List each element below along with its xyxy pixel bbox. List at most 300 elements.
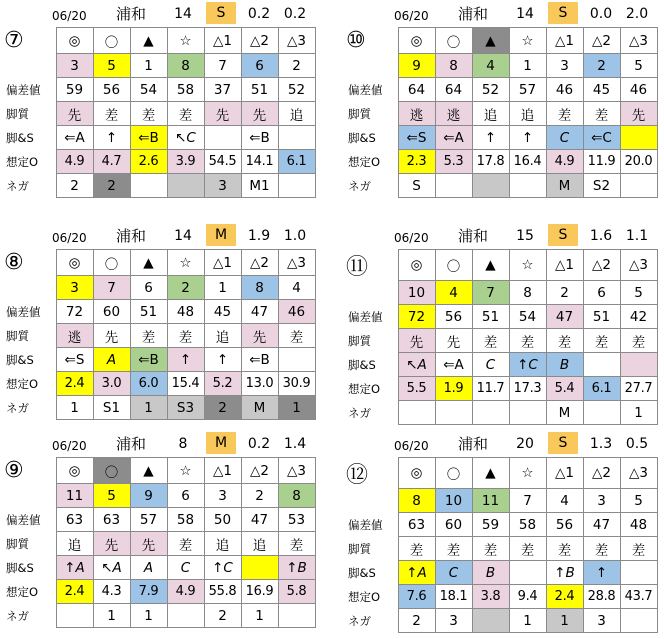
- grid-cell: 追: [204, 324, 241, 348]
- grid-cell: 差: [472, 329, 509, 353]
- grid-cell: 2: [398, 609, 435, 633]
- grid-cell: △3: [620, 458, 657, 489]
- grid-cell: ↑B: [546, 561, 583, 585]
- grid-cell: ▲: [130, 28, 167, 54]
- grid-cell: 16.4: [509, 150, 546, 174]
- grid-row: [344, 54, 657, 78]
- grid-cell: S1: [93, 396, 130, 420]
- grid-cell: 1: [130, 54, 167, 78]
- grid-cell: 4: [472, 54, 509, 78]
- grid-cell: 先: [130, 532, 167, 556]
- race-venue: 浦和: [458, 227, 489, 245]
- grid-cell: S: [398, 174, 435, 198]
- grid-cell: 63: [398, 513, 435, 537]
- grid-cell: 3.0: [93, 372, 130, 396]
- grid-row: [344, 377, 657, 401]
- grid-cell: △1: [204, 250, 241, 276]
- race-venue: 浦和: [458, 435, 489, 453]
- row-label: 想定O: [6, 376, 39, 391]
- grid-cell: 17.8: [472, 150, 509, 174]
- race-date: 06/20: [394, 231, 429, 245]
- race-value-2: 1.0: [283, 228, 307, 244]
- grid-cell: 5: [93, 484, 130, 508]
- row-label: 脚&S: [348, 357, 376, 372]
- grid-cell: 43.7: [620, 585, 657, 609]
- grid-cell: 5.2: [204, 372, 241, 396]
- grid-cell: 差: [93, 102, 130, 126]
- grid-cell: 7: [204, 54, 241, 78]
- grid-cell: ⇐B: [241, 126, 278, 150]
- race-panel: [2, 224, 322, 429]
- grid-cell: 11: [56, 484, 93, 508]
- race-venue: 浦和: [116, 227, 147, 245]
- grid-cell: 2: [167, 276, 204, 300]
- grid-cell: 47: [583, 513, 620, 537]
- grid-row: [344, 78, 657, 102]
- grid-cell: 6: [583, 281, 620, 305]
- row-label: ネガ: [6, 178, 29, 193]
- grid-cell: 72: [56, 300, 93, 324]
- grid-cell: 8: [398, 489, 435, 513]
- grid-cell: 50: [204, 508, 241, 532]
- grid-cell: 5.5: [398, 377, 435, 401]
- race-value-2: 0.5: [625, 436, 649, 452]
- grid-cell: 先: [93, 532, 130, 556]
- grid-cell: 3: [583, 609, 620, 633]
- grid-cell: 1: [509, 54, 546, 78]
- grid-cell: 6.0: [130, 372, 167, 396]
- row-label: 脚質: [348, 106, 371, 121]
- grid-cell: 11.9: [583, 150, 620, 174]
- grid-cell: ▲: [472, 458, 509, 489]
- grid-cell: 追: [241, 532, 278, 556]
- grid-cell: 追: [278, 102, 315, 126]
- grid-cell: 差: [130, 102, 167, 126]
- grid-cell: 7: [472, 281, 509, 305]
- row-label: 脚質: [6, 536, 29, 551]
- grid-cell: M: [241, 396, 278, 420]
- row-label-empty: [344, 54, 398, 78]
- race-grade-badge: S: [548, 2, 578, 24]
- grid-cell: 54.5: [204, 150, 241, 174]
- row-label: 偏差値: [348, 517, 383, 532]
- grid-cell: 1: [509, 609, 546, 633]
- grid-cell: 〇: [93, 458, 130, 484]
- grid-cell: 7: [93, 276, 130, 300]
- race-value-1: 1.6: [589, 228, 613, 244]
- row-label: 想定O: [348, 589, 381, 604]
- grid-row: [2, 28, 315, 54]
- grid-cell: S3: [167, 396, 204, 420]
- grid-cell: 64: [435, 78, 472, 102]
- grid-cell: 追: [472, 102, 509, 126]
- grid-row: [344, 489, 657, 513]
- row-label: 脚&S: [6, 352, 34, 367]
- grid-cell: [472, 174, 509, 198]
- row-label-empty: [2, 276, 56, 300]
- grid-cell: ⇐A: [435, 353, 472, 377]
- grid-cell: 先: [398, 329, 435, 353]
- grid-cell: ☆: [167, 458, 204, 484]
- grid-cell: 〇: [435, 250, 472, 281]
- grid-cell: ☆: [509, 458, 546, 489]
- grid-cell: 8: [241, 276, 278, 300]
- grid-cell: ↑: [167, 348, 204, 372]
- grid-cell: 逃: [56, 324, 93, 348]
- grid-cell: [620, 561, 657, 585]
- row-label-empty: [2, 484, 56, 508]
- grid-row: [2, 102, 315, 126]
- race-grade-badge: M: [206, 432, 236, 454]
- grid-cell: 58: [167, 78, 204, 102]
- race-venue: 浦和: [116, 5, 147, 23]
- race-field-size: 14: [174, 6, 192, 22]
- grid-row: [2, 126, 315, 150]
- grid-cell: 4.7: [93, 150, 130, 174]
- row-label: 脚質: [348, 333, 371, 348]
- grid-cell: [620, 174, 657, 198]
- grid-cell: 5: [620, 489, 657, 513]
- grid-cell: 追: [56, 532, 93, 556]
- race-number: ⑩: [346, 28, 366, 53]
- grid-cell: 9: [130, 484, 167, 508]
- race-value-1: 1.9: [247, 228, 271, 244]
- grid-cell: 3: [583, 489, 620, 513]
- grid-cell: 4.9: [167, 580, 204, 604]
- race-value-1: 0.2: [247, 436, 271, 452]
- grid-cell: 差: [546, 537, 583, 561]
- row-label: 脚質: [6, 106, 29, 121]
- grid-cell: ⇐A: [56, 126, 93, 150]
- grid-cell: 3: [204, 484, 241, 508]
- grid-cell: 先: [435, 329, 472, 353]
- grid-cell: 3.9: [167, 150, 204, 174]
- race-number: ⑧: [4, 250, 24, 275]
- grid-cell: [620, 609, 657, 633]
- grid-cell: A: [93, 348, 130, 372]
- grid-cell: 48: [167, 300, 204, 324]
- grid-cell: ↑: [204, 348, 241, 372]
- grid-cell: 3: [546, 54, 583, 78]
- race-value-1: 1.3: [589, 436, 613, 452]
- grid-cell: ↖C: [167, 126, 204, 150]
- grid-cell: ☆: [509, 28, 546, 54]
- row-label: ネガ: [6, 608, 29, 623]
- race-grade-badge: S: [206, 2, 236, 24]
- grid-cell: 60: [93, 300, 130, 324]
- grid-cell: 先: [204, 102, 241, 126]
- grid-cell: 逃: [398, 102, 435, 126]
- grid-cell: 1: [130, 604, 167, 628]
- grid-cell: ↑C: [204, 556, 241, 580]
- grid-cell: 2.4: [546, 585, 583, 609]
- grid-row: [2, 484, 315, 508]
- grid-cell: M1: [241, 174, 278, 198]
- grid-cell: [278, 604, 315, 628]
- row-label: ネガ: [348, 405, 371, 420]
- race-number: ⑦: [4, 28, 24, 53]
- grid-cell: 1: [56, 396, 93, 420]
- row-label-empty: [344, 281, 398, 305]
- grid-cell: ⇐B: [130, 126, 167, 150]
- grid-cell: 5: [620, 54, 657, 78]
- race-header: [2, 432, 322, 454]
- grid-cell: 4: [278, 276, 315, 300]
- grid-cell: ▲: [130, 250, 167, 276]
- grid-cell: 差: [583, 329, 620, 353]
- grid-cell: ◎: [56, 458, 93, 484]
- race-header: [344, 2, 664, 24]
- race-value-2: 1.1: [625, 228, 649, 244]
- grid-row: [2, 78, 315, 102]
- grid-cell: ↑B: [278, 556, 315, 580]
- grid-cell: ◎: [56, 250, 93, 276]
- grid-cell: 72: [398, 305, 435, 329]
- grid-cell: 14.1: [241, 150, 278, 174]
- grid-cell: C: [435, 561, 472, 585]
- grid-cell: 58: [167, 508, 204, 532]
- grid-cell: 8: [167, 54, 204, 78]
- race-venue: 浦和: [458, 5, 489, 23]
- race-field-size: 8: [178, 436, 188, 452]
- grid-cell: 追: [204, 532, 241, 556]
- grid-row: [2, 604, 315, 628]
- grid-cell: [56, 604, 93, 628]
- grid-cell: M: [546, 401, 583, 425]
- grid-row: [344, 329, 657, 353]
- race-value-1: 0.2: [247, 6, 271, 22]
- race-date: 06/20: [52, 439, 87, 453]
- grid-cell: 4: [435, 281, 472, 305]
- grid-cell: ◎: [398, 28, 435, 54]
- row-label: 偏差値: [6, 82, 41, 97]
- grid-cell: 11.7: [472, 377, 509, 401]
- race-grid: [2, 27, 316, 198]
- grid-cell: ☆: [167, 28, 204, 54]
- grid-cell: 46: [620, 78, 657, 102]
- grid-row: [2, 580, 315, 604]
- grid-cell: ▲: [472, 28, 509, 54]
- grid-cell: 2: [204, 396, 241, 420]
- grid-cell: 57: [130, 508, 167, 532]
- grid-cell: [167, 604, 204, 628]
- race-grid: [344, 27, 658, 198]
- grid-row: [344, 561, 657, 585]
- grid-cell: 54: [130, 78, 167, 102]
- row-label: 想定O: [348, 381, 381, 396]
- grid-row: [344, 401, 657, 425]
- grid-cell: 10: [398, 281, 435, 305]
- grid-cell: C: [472, 353, 509, 377]
- grid-row: [344, 250, 657, 281]
- race-grid: [2, 457, 316, 628]
- race-panel: [2, 432, 322, 637]
- race-value-2: 1.4: [283, 436, 307, 452]
- row-label-empty: [344, 489, 398, 513]
- grid-row: [2, 348, 315, 372]
- row-label: 偏差値: [348, 82, 383, 97]
- grid-row: [2, 372, 315, 396]
- grid-cell: ↑C: [509, 353, 546, 377]
- grid-row: [2, 508, 315, 532]
- grid-cell: 16.9: [241, 580, 278, 604]
- grid-cell: 5.3: [435, 150, 472, 174]
- grid-cell: 52: [472, 78, 509, 102]
- row-label: 脚&S: [348, 130, 376, 145]
- grid-cell: 28.8: [583, 585, 620, 609]
- grid-cell: 45: [583, 78, 620, 102]
- grid-row: [2, 532, 315, 556]
- grid-cell: 46: [278, 300, 315, 324]
- row-label: 偏差値: [6, 304, 41, 319]
- grid-cell: 55.8: [204, 580, 241, 604]
- grid-cell: C: [546, 126, 583, 150]
- grid-cell: 5: [620, 281, 657, 305]
- grid-cell: 2.4: [56, 580, 93, 604]
- grid-cell: [435, 401, 472, 425]
- grid-cell: 58: [509, 513, 546, 537]
- grid-cell: 差: [435, 537, 472, 561]
- grid-cell: 6.1: [583, 377, 620, 401]
- grid-cell: 2: [241, 484, 278, 508]
- grid-cell: 先: [93, 324, 130, 348]
- row-label: 想定O: [6, 154, 39, 169]
- grid-cell: 2: [204, 604, 241, 628]
- grid-cell: 51: [241, 78, 278, 102]
- grid-cell: 差: [620, 329, 657, 353]
- grid-cell: △2: [241, 458, 278, 484]
- grid-cell: 先: [56, 102, 93, 126]
- grid-cell: 30.9: [278, 372, 315, 396]
- grid-cell: [398, 401, 435, 425]
- grid-cell: 1.9: [435, 377, 472, 401]
- grid-cell: △3: [620, 28, 657, 54]
- grid-cell: △3: [278, 250, 315, 276]
- grid-cell: ↖A: [398, 353, 435, 377]
- race-header: [2, 2, 322, 24]
- grid-cell: 2: [56, 174, 93, 198]
- row-label: 想定O: [348, 154, 381, 169]
- grid-cell: 〇: [93, 250, 130, 276]
- row-label: ネガ: [348, 613, 371, 628]
- grid-cell: 1: [130, 396, 167, 420]
- grid-cell: C: [167, 556, 204, 580]
- race-grade-badge: S: [548, 224, 578, 246]
- grid-cell: ◎: [56, 28, 93, 54]
- row-label: ネガ: [348, 178, 371, 193]
- grid-cell: ↑: [583, 561, 620, 585]
- grid-cell: [472, 401, 509, 425]
- grid-cell: 差: [509, 537, 546, 561]
- grid-cell: 4.3: [93, 580, 130, 604]
- grid-cell: 差: [167, 102, 204, 126]
- race-number: ⑨: [4, 458, 24, 483]
- grid-cell: 59: [472, 513, 509, 537]
- grid-cell: 27.7: [620, 377, 657, 401]
- grid-cell: 4: [546, 489, 583, 513]
- grid-row: [344, 585, 657, 609]
- grid-cell: 63: [56, 508, 93, 532]
- race-panel: [344, 224, 664, 429]
- grid-row: [2, 324, 315, 348]
- grid-cell: 6: [241, 54, 278, 78]
- grid-cell: 差: [583, 537, 620, 561]
- grid-cell: 先: [620, 102, 657, 126]
- grid-cell: 20.0: [620, 150, 657, 174]
- grid-cell: 47: [241, 508, 278, 532]
- grid-cell: ↖A: [93, 556, 130, 580]
- row-label: 脚&S: [6, 130, 34, 145]
- grid-row: [344, 126, 657, 150]
- grid-row: [344, 458, 657, 489]
- grid-cell: 5.4: [546, 377, 583, 401]
- grid-cell: △1: [546, 250, 583, 281]
- grid-cell: 〇: [435, 458, 472, 489]
- grid-cell: 9.4: [509, 585, 546, 609]
- grid-cell: 8: [435, 54, 472, 78]
- grid-cell: 47: [546, 305, 583, 329]
- grid-cell: [509, 174, 546, 198]
- race-venue: 浦和: [116, 435, 147, 453]
- grid-cell: ⇐C: [583, 126, 620, 150]
- grid-cell: 17.3: [509, 377, 546, 401]
- grid-cell: △2: [583, 250, 620, 281]
- grid-row: [2, 54, 315, 78]
- row-label: 偏差値: [348, 309, 383, 324]
- grid-cell: ↑: [472, 126, 509, 150]
- grid-cell: 差: [398, 537, 435, 561]
- grid-cell: [509, 401, 546, 425]
- grid-cell: ⇐B: [130, 348, 167, 372]
- grid-cell: 60: [435, 513, 472, 537]
- grid-cell: 45: [204, 300, 241, 324]
- grid-cell: 51: [472, 305, 509, 329]
- grid-cell: 53: [278, 508, 315, 532]
- grid-cell: S2: [583, 174, 620, 198]
- grid-cell: 7: [509, 489, 546, 513]
- grid-cell: [130, 174, 167, 198]
- grid-row: [2, 396, 315, 420]
- grid-cell: 差: [620, 537, 657, 561]
- grid-cell: 63: [93, 508, 130, 532]
- grid-cell: 6.1: [278, 150, 315, 174]
- grid-cell: △2: [241, 28, 278, 54]
- grid-cell: 46: [546, 78, 583, 102]
- grid-cell: M: [546, 174, 583, 198]
- row-label: 脚質: [6, 328, 29, 343]
- grid-row: [344, 537, 657, 561]
- grid-cell: 1: [93, 604, 130, 628]
- row-label: 想定O: [6, 584, 39, 599]
- grid-cell: 4.9: [56, 150, 93, 174]
- grid-row: [2, 250, 315, 276]
- grid-cell: 9: [398, 54, 435, 78]
- grid-cell: 47: [241, 300, 278, 324]
- row-label: 脚&S: [6, 560, 34, 575]
- grid-cell: △1: [204, 458, 241, 484]
- grid-cell: [472, 609, 509, 633]
- grid-cell: 8: [278, 484, 315, 508]
- grid-row: [344, 28, 657, 54]
- grid-cell: 11: [472, 489, 509, 513]
- grid-cell: B: [472, 561, 509, 585]
- grid-cell: 逃: [435, 102, 472, 126]
- race-grid: [344, 249, 658, 425]
- grid-cell: 2.3: [398, 150, 435, 174]
- grid-cell: 56: [435, 305, 472, 329]
- grid-cell: 56: [93, 78, 130, 102]
- grid-cell: △3: [278, 28, 315, 54]
